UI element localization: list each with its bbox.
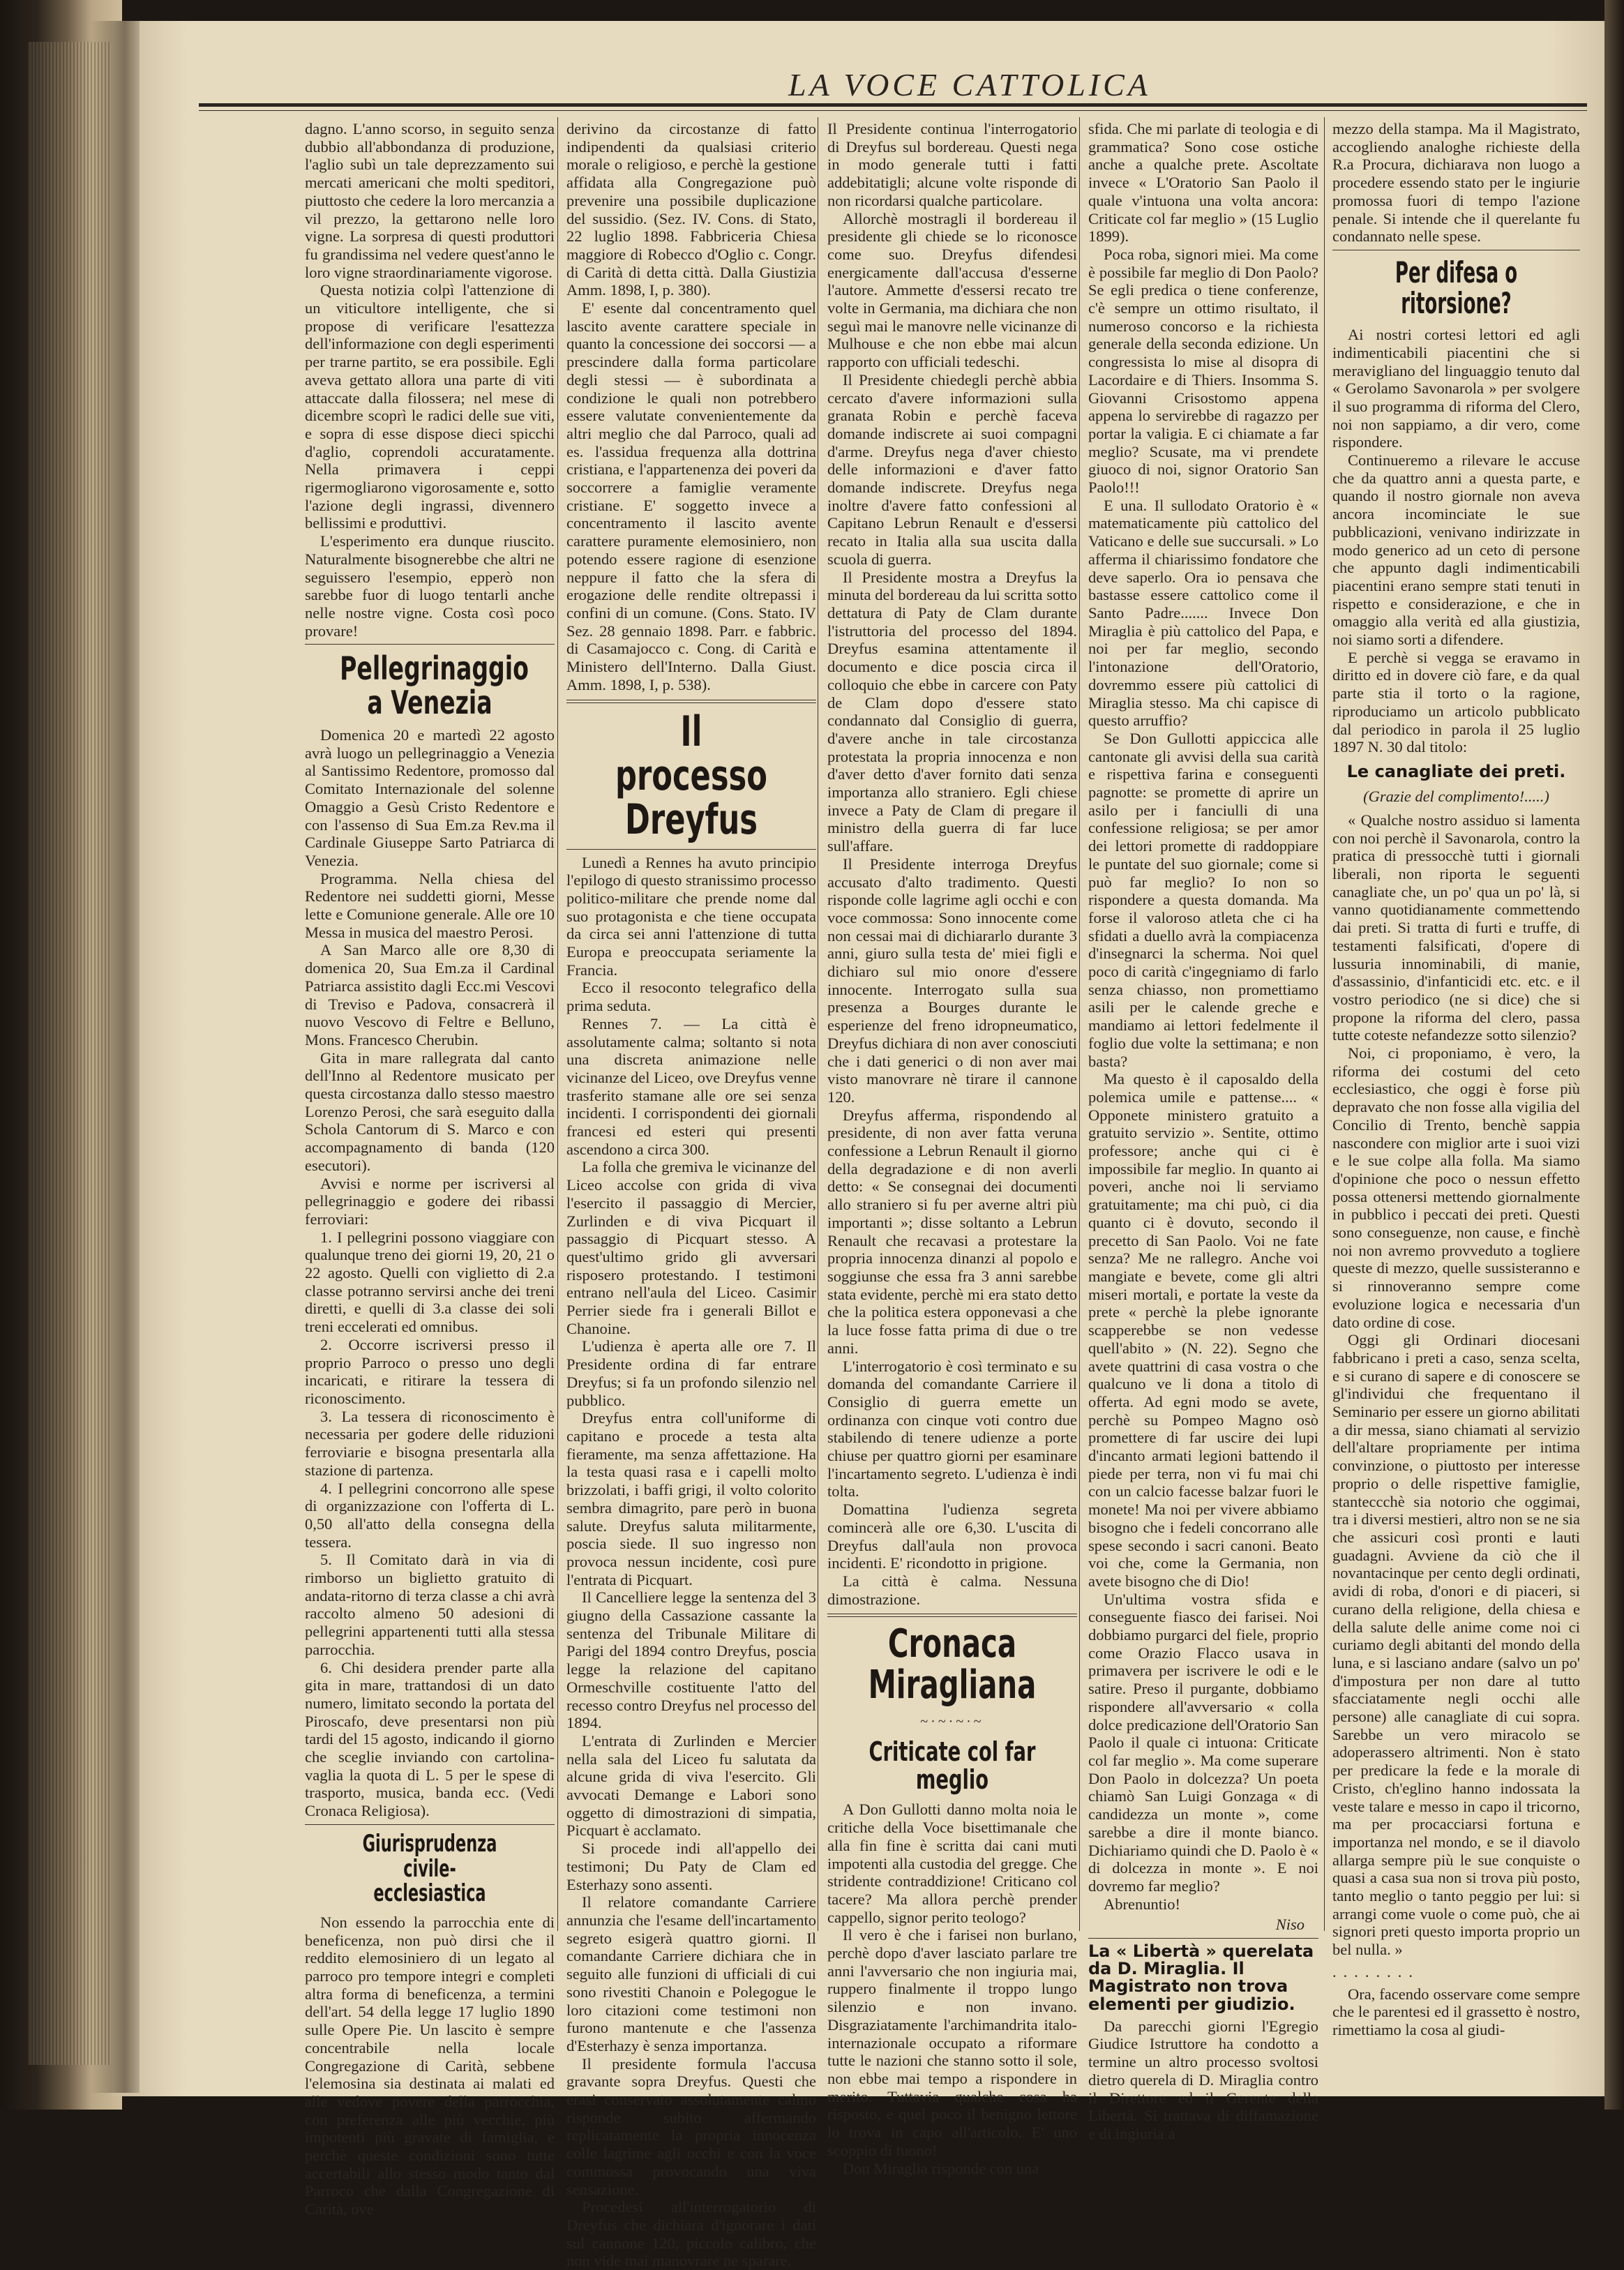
article-paragraph: sfida. Che mi parlate di teologia e di grammatica? Sono cose ostiche anche a qualche prete. Ascoltate invece « L'Oratorio San Paolo il quale v'intuona una volta ancora: Criticate col far meglio » (15 Luglio 1899). [1088, 120, 1318, 246]
column-4 [1088, 120, 1318, 2142]
headline-criticate: Criticate col far meglio [869, 1736, 1036, 1795]
article-paragraph: Non essendo la parrocchia ente di beneficenza, non può dirsi che il reddito elemosiniero di un legato al parroco pro tempore integri e completi altra forma di beneficenza, a termini dell'art. 54 della legge 17 luglio 1890 sulle Opere Pie. Un lascito è sempre concentrabile nella locale Congregazione di Carità, sebbene l'elemosina sia destinata ai malati ed alle vedove povere della parrocchia, con preferenza alle più vecchie, più impotenti più gravate di famiglia, e perchè queste condizioni sono tutte accertabili allo stesso modo tanto dal Parroco che dalla Congregazione di Carità, ove [305, 1913, 555, 2218]
section-rule [566, 849, 816, 850]
article-paragraph: E perchè si vegga se eravamo in diritto ed in dovere ciò fare, e da qual parte stia il torto o la ragione, riproduciamo un articolo pubblicato dal periodico in parola il 25 luglio 1897 N. 30 dal titolo: [1332, 648, 1580, 756]
article-paragraph: Il Presidente mostra a Dreyfus la minuta del bordereau da lui scritta sotto dettatura di Paty de Clam durante l'istruttoria del processo del 1894. Dreyfus esamina attentamente il documento e dice poscia circa il colloquio che ebbe in carcere con Paty de Clam dopo d'essere stato condannato dal Consiglio di guerra, d'avere anche in tale circostanza protestata la propria innocenza e non d'aver detto d'aver fornito dati senza importanza allo straniero. Egli chiese invece a Paty de Clam di pregare il ministro della guerra di far luce sull'affare. [827, 568, 1077, 855]
article-paragraph: Rennes 7. — La città è assolutamente calma; soltanto si nota una discreta animazione nelle vicinanze del Liceo, ove Dreyfus venne trasferito stamane alle ore sei senza incidenti. I corrispondenti dei giornali francesi ed esteri qui presenti ascendono a circa 300. [566, 1014, 816, 1158]
masthead-title: LA VOCE CATTOLICA [788, 67, 1151, 103]
article-paragraph: Ma questo è il caposaldo della polemica umile e pattense.... « Opponete ministero gratuito a gratuito servizio ». Sentite, ottimo professore; anche qui ci è impossibile far meglio. In quanto ai poveri, anche noi li serviamo gratuitamente; ma chi può, ci dia quanto ci è dovuto, secondo il precetto di San Paolo. Voi ne fate senza? Me ne rallegro. Anche voi mangiate e bevete, come gli altri miseri mortali, e portate la veste da prete « perchè la plebe ignorante scapperebbe se non vedesse quell'abito » (N. 22). Segno che avete quattrini di casa vostra o che qualcuno ve li dona a titolo di offerta. Ad egni modo se avete, perchè su Pompeo Magno osò promettere di far uscire dei lupi d'incanto armati legioni battendo il piede per terra, non vi fu mai chi con un calcio facesse balzar fuori le monete! Ma noi per vivere abbiamo bisogno che i fedeli concorrano alle spese secondo i sacri canoni. Beato voi che, come la Germania, non avete bisogno che di Dio! [1088, 1070, 1318, 1590]
article-paragraph: dagno. L'anno scorso, in seguito senza dubbio all'abbondanza di produzione, l'aglio subì un tale deprezzamento sui mercati americani che molti speditori, piuttosto che cedere la loro mercanzia a vil prezzo, la gettarono nelle loro vigne. La sorpresa di questi produttori fu grandissima nel vedere quest'anno le loro vigne straordinariamente vigorose. [305, 120, 555, 281]
headline-giurisprudenza: Giurisprudenza civile-ecclesiastica [362, 1829, 497, 1908]
article-paragraph: Il Presidente continua l'interrogatorio di Dreyfus sul bordereau. Questi nega in modo generale tutti i fatti addebitatigli; alcune volte risponde di non ricordarsi qualche particolare. [827, 120, 1077, 209]
section-rule [305, 1824, 555, 1825]
article-paragraph: L'udienza è aperta alle ore 7. Il Presidente ordina di far entrare Dreyfus; si fa un profondo silenzio nel pubblico. [566, 1337, 816, 1409]
article-paragraph: Continueremo a rilevare le accuse che da quattro anni a questa parte, e quando il nostro giornale non aveva ancora incominciate le sue pubblicazioni, venivano indirizzate in modo generico ad un ceto di persone che appunto dagli indimenticabili piacentini erano sempre stati tenuti in rispetto e considerazione, e che in omaggio alla verità ed alla giustizia, noi siamo sorti a difendere. [1332, 451, 1580, 649]
subtitle-grazie: (Grazie del complimento!.....) [1363, 788, 1549, 806]
article-paragraph: Don Miraglia risponde con una [843, 2159, 1039, 2177]
column-divider [1079, 117, 1080, 1931]
article-paragraph: E' esente dal concentramento quel lascito avente carattere speciale in quanto la concessione dei soccorsi — a prescindere dalla forma particolare degli stessi — è subordinata a condizione le quali non potrebbero essere valutate convenientemente da altri meglio che dal Parroco, quali ad es. l'assidua frequenza alla dottrina cristiana, e l'appartenenza dei poveri da soccorrere a famiglie veramente cristiane. E' soggetto invece a concentramento il lascito avente carattere puramente elemosiniero, non potendo essere ragione di esenzione neppure il fatto che la sfera di erogazione delle rendite oltrepassi i confini di un comune. (Cons. Stato. IV Sez. 28 gennaio 1898. Parr. e fabbric. di Casamajocco c. Cong. di Carità e Ministero dell'Interno. Dalla Giust. Amm. 1898, I, p. 538). [566, 299, 816, 693]
spine-shadow [91, 21, 140, 2093]
headline-pellegrinaggio: Pellegrinaggio a Venezia [340, 649, 529, 721]
article-paragraph: Da parecchi giorni l'Egregio Giudice Istruttore ha condotto a termine un altro processo svoltosi dietro querela di D. Miraglia contro il Direttore ed il Gerente della Libertà. Si trattava di diffamazione e di ingiuria a [1088, 2017, 1318, 2142]
article-paragraph: La città è calma. Nessuna dimostrazione. [827, 1572, 1077, 1608]
headline-processo-dreyfus: Il processo Dreyfus [615, 707, 767, 844]
article-paragraph: Dreyfus afferma, rispondendo al presidente, di non aver fatta veruna confessione a Lebrun Renault il giorno della degradazione e di non averli detto: « Se consegnai dei documenti allo straniero si fu per averne altri più importanti »; disse soltanto a Lebrun Renault che recavasi a protestare la propria innocenza dinanzi al popolo e soggiunse che essa fra 3 anni sarebbe stata evidente, perchè mi era stato detto che la politica estera opponevasi a che la luce fosse fatta prima di due o tre anni. [827, 1106, 1077, 1357]
article-paragraph: Ecco il resoconto telegrafico della prima seduta. [566, 979, 816, 1015]
article-paragraph: Ai nostri cortesi lettori ed agli indimenticabili piacentini che si meravigliano del linguaggio tenuto dal « Gerolamo Savonarola » per svolgere il suo programma di riforma del Clero, noi non sappiamo, a dir vero, come rispondere. [1332, 326, 1580, 451]
article-paragraph: A San Marco alle ore 8,30 di domenica 20, Sua Em.za il Cardinal Patriarca assistito dagli Ecc.mi Vescovi di Treviso e Padova, consacrerà il nuovo Vescovo di Feltre e Belluno, Mons. Francesco Cherubin. [305, 941, 555, 1048]
article-paragraph: Domenica 20 e martedì 22 agosto avrà luogo un pellegrinaggio a Venezia al Santissimo Redentore, promosso dal Comitato Internazionale del solenne Omaggio a Gesù Cristo Redentore e con l'assenso di Sua Em.za Rev.ma il Cardinale Giuseppe Sarto Patriarca di Venezia. [305, 726, 555, 869]
article-paragraph: Poca roba, signori miei. Ma come è possibile far meglio di Don Paolo? Se egli predica o tiene conferenze, c'è sempre un ottimo risultato, il numeroso concorso e la richiesta generale della seconda edizione. Un congressista lo mise al disopra di Lacordaire e di Thiers. Insomma S. Giovanni Crisostomo appena appena lo servirebbe di ragazzo per portar la valigia. E ci chiamate a far meglio? Scusate, ma vi prendete giuoco di noi, signor Oratorio San Paolo!!! [1088, 245, 1318, 497]
column-3 [827, 120, 1077, 2177]
article-paragraph: 2. Occorre iscriversi presso il proprio Parroco o presso uno degli incaricati, e ritirare la tessera di riconoscimento. [305, 1335, 555, 1407]
headline-per-difesa: Per difesa o ritorsione? [1394, 255, 1518, 321]
article-paragraph: derivino da circostanze di fatto indipendenti da qualsiasi criterio morale o religioso, e perchè la gestione affidata alla Congregazione può prevenire una possibile duplicazione del sussidio. (Sez. IV. Cons. di Stato, 22 luglio 1898. Fabbriceria Chiesa maggiore di Robecco d'Oglio c. Congr. di Carità di detta città. Dalla Giustizia Amm. 1898, I, p. 380). [566, 120, 816, 299]
right-margin-dark [1604, 0, 1624, 2110]
article-paragraph: 1. I pellegrini possono viaggiare con qualunque treno dei giorni 19, 20, 21 o 22 agosto. Quelli con viglietto di 2.a classe potranno servirsi anche dei treni diretti, e quelli di 3.a classe dei soli treni eccelerati ed omnibus. [305, 1228, 555, 1336]
article-paragraph: Oggi gli Ordinari diocesani fabbricano i preti a caso, senza scelta, e si curano di sapere e di conoscere se gl'individui che frequentano il Seminario per essere un giorno abilitati a dir messa, siano chiamati al servizio dell'altare propriamente per intima convinzione, o piuttosto per interesse proprio o delle rispettive famiglie, stanteccchè sia notorio che oggimai, tra i diversi mestieri, altro non se ne sia che assicuri così pronti e lauti guadagni. Avviene da ciò che il novantacinque per cento degli ordinati, avidi di roba, d'onori e di piaceri, si curano della religione, della chiesa e della salute delle anime come noi ci curiamo degli abitanti del mondo della luna, e si lasciano andare (salvo un po' d'impostura per non dare al tutto sfacciatamente negli occhi alle persone) alle canagliate di cui sopra. Sarebbe un vero miracolo se adoperassero altrimenti. Non è stato per predicare la fede e la morale di Cristo, ch'eglino hanno indossata la veste talare e messo in capo il tricorno, ma per procacciarsi fortuna e importanza nel mondo, e se il diavolo allarga sempre più le sue conquiste o quasi a casa sua non si trova più posto, tanto meglio o tanto peggio per lui: si arrangi come vuole o come può, che ai signori preti questo importa proprio un bel nulla. » [1332, 1331, 1580, 1959]
column-divider [1324, 117, 1325, 1931]
article-paragraph: 5. Il Comitato darà in via di rimborso un biglietto gratuito di andata-ritorno di terza classe a chi avrà raccolto almeno 50 adesioni di pellegrini appartenenti tutti alla stessa parrocchia. [305, 1551, 555, 1658]
article-paragraph: mezzo della stampa. Ma il Magistrato, accogliendo analoghe richieste della R.a Procura, dichiarava non luogo a procedere essendo stato per le ingiurie promossa fuori di tempo l'azione penale. Si intende che il querelante fu condannato nelle spese. [1332, 120, 1580, 246]
article-paragraph: L'esperimento era dunque riuscito. Naturalmente bisognerebbe che altri ne seguissero l'esempio, epperò non sarebbe fuor di luogo tentarli anche nelle nostre vigne. Costa così poco provare! [305, 532, 555, 640]
article-paragraph: Si procede indi all'appello dei testimoni; Du Paty de Clam ed Esterhazy sono assenti. [566, 1840, 816, 1893]
column-divider [557, 117, 558, 1931]
signature-niso: Niso [1275, 1916, 1305, 1934]
article-paragraph: Il Presidente interroga Dreyfus accusato d'alto tradimento. Questi risponde colle lagrime agli occhi e con voce commossa: Sono innocente come non cessai mai di dichiararlo durante 3 anni, giuro sulla testa de' miei figli e dichiaro sul mio onore d'essere innocente. Interrogato sulla sua presenza a Bourges durante le esperienze del freno idropneumatico, Dreyfus dichiara di non aver conosciuti che i dati generici o di non aver mai visto manovrare nè tirare il cannone 120. [827, 855, 1077, 1106]
article-paragraph: « Qualche nostro assiduo si lamenta con noi perchè il Savonarola, contro la pratica di pressocchè tutti i giornali liberali, non riporta le seguenti canagliate che, un po' qua un po' là, si vanno quotidianamente commettendo dai preti. Si tratta di furti e truffe, di testamenti falsificati, d'opere di lussuria innominabili, di manie, d'assassinio, d'infanticidi etc. etc. e il vostro periodico (ne si dice) che si propone la riforma del clero, passa tutte coteste nefandezze sotto silenzio? [1332, 811, 1580, 1044]
headline-liberta-querelata: La « Libertà » querelata da D. Miraglia. Il Magistrato non trova elementi per giudizio. [1088, 1941, 1314, 2014]
column-5 [1332, 120, 1580, 2038]
ornament-divider: ~·~·~·~ [920, 1713, 984, 1729]
section-rule-double [566, 700, 816, 703]
column-1 [305, 120, 555, 2218]
article-paragraph: Il Cancelliere legge la sentenza del 3 giugno della Cassazione cassante la sentenza del Tribunale Militare di Parigi del 1894 contro Dreyfus, poscia legge la relazione del capitano Ormeschville costituente l'atto del recesso contro Dreyfus nel processo del 1894. [566, 1588, 817, 1732]
article-paragraph: Ora, facendo osservare come sempre che le parentesi ed il grassetto è nostro, rimettiamo la cosa al giudi- [1332, 1985, 1580, 2038]
article-paragraph: Il vero è che i farisei non burlano, perchè dopo d'aver lasciato parlare tre anni l'avversario che non ingiuria mai, ruppero finalmente il troppo lungo silenzio e non invano. Disgraziatamente l'archimandrita italo-internazionale occupato a riformare tutte le nazioni che stanno sotto il sole, non ebbe mai tempo a rispondere in merito. Tuttavia qualche cosa ha risposto, e quel poco il benigno lettore lo trova in capo all'articolo. E' uno scoppio di tuono! [827, 1926, 1077, 2159]
section-rule-double [827, 1614, 1077, 1617]
article-paragraph: Programma. Nella chiesa del Redentore nei suddetti giorni, Messe lette e Comunione generale. Alle ore 10 Messa in musica del maestro Perosi. [305, 869, 555, 941]
header-rule [199, 103, 1587, 107]
article-paragraph: 3. La tessera di riconoscimento è necessaria per godere delle riduzioni ferroviarie e bisogna presentarla alla stazione di partenza. [305, 1407, 555, 1479]
section-rule [1088, 1938, 1318, 1939]
article-paragraph: Noi, ci proponiamo, è vero, la riforma dei costumi del ceto ecclesiastico, che oggi è forse più depravato che non fosse alla vigilia del Concilio di Trento, benchè sappia nascondere con miglior arte i suoi vizi e le sue colpe alla folla. Ma siamo d'opinione che poco o nessun effetto possa ottenersi mettendo giornalmente in pubblico i peccati dei preti. Questi sono conseguenze, non cause, e finchè noi non avremo provveduto a togliere queste di mezzo, quelle sussisteranno e si rinnoveranno sempre come evoluzione logica e necessaria d'un dato ordine di cose. [1332, 1044, 1580, 1331]
column-2 [566, 120, 817, 2270]
headline-cronaca-miragliana: Cronaca Miragliana [868, 1621, 1037, 1708]
article-paragraph: Se Don Gullotti appiccica alle cantonate gli avvisi della sua carità e rispettiva farina e conseguenti pagnotte: se promette di aprire un asilo per i fanciulli di una confessione religiosa; se per amor dei lettori promette di raddoppiare le puntate del suo giornale; come si può far meglio? Io non so rispondere a questa domanda. Ma forse il valoroso atleta che ci ha sfidati a duello avrà la compiacenza d'insegnarci la scherma. Noi quel poco di carità c'ingegniamo di farlo senza chiasso, non promettiamo asili per le calende greche e mandiamo ai lettori fedelmente il foglio due volte la settimana; e non basta? [1088, 729, 1318, 1070]
article-paragraph: A Don Gullotti danno molta noia le critiche della Voce bisettimanale che alla fin fine è scritta dai cani muti impotenti alla custodia del gregge. Che stridente contraddizione! Criticano col tacere? Ma allora perchè prender cappello, signor perito teologo? [827, 1801, 1077, 1926]
article-paragraph: Il presidente formula l'accusa gravante sopra Dreyfus. Questi che erasi conservato assolutamente calmo risponde subito affermando replicatamente la propria innocenza colle lagrime agli occhi e con la voce commossa provocando una viva sensazione. [566, 2054, 816, 2198]
article-paragraph: 4. I pellegrini concorrono alle spese di organizzazione con l'offerta di L. 0,50 all'atto della consegna della tessera. [305, 1479, 555, 1551]
article-paragraph: Un'ultima vostra sfida e conseguente fiasco dei farisei. Noi dobbiamo purgarci del fiele, proprio come Orazio Flacco usava in primavera per iscrivere le odi e le satire. Preso il purgante, dobbiamo rispondere all'avversario « colla dolce predicazione dell'Oratorio San Paolo il quale ci intuona: Criticate col far meglio ». Ma come superare Don Paolo in dolcezza? Un poeta chiamò San Luigi Gonzaga « di candidezza un monte », come sarebbe a dire il monte bianco. Dichiariamo quindi che D. Paolo è « di dolcezza in monte ». E noi dovremo far meglio? [1088, 1590, 1318, 1895]
article-paragraph: Lunedì a Rennes ha avuto principio l'epilogo di questo stranissimo processo politico-militare che prende nome dal suo protagonista e che tiene occupata da circa sei anni l'attenzione di tutta Europa e preoccupata seriamente la Francia. [566, 853, 816, 979]
article-paragraph: L'entrata di Zurlinden e Mercier nella sala del Liceo fu salutata da alcune grida di viva l'esercito. Gli avvocati Demange e Labori sono oggetto di dimostrazioni di simpatia, Picquart è acclamato. [566, 1731, 816, 1840]
article-paragraph: Dreyfus entra coll'uniforme di capitano e procede a testa alta fieramente, ma senza affettazione. Ha la testa quasi rasa e i capelli molto brizzolati, i baffi grigi, il volto colorito sembra dimagrito, pare però in buona salute. Dreyfus saluta militarmente, poscia siede. Il suo ingresso non provoca nessun incidente, così pure l'entrata di Picquart. [566, 1409, 816, 1588]
article-paragraph: Gita in mare rallegrata dal canto dell'Inno al Redentore musicato per questa circostanza dallo stesso maestro Lorenzo Perosi, che sarà eseguito dalla Schola Cantorum di S. Marco e con accompagnamento di banda (120 esecutori). [305, 1048, 555, 1174]
header-rule-thin [199, 110, 1587, 111]
article-paragraph: Avvisi e norme per iscriversi al pellegrinaggio e godere dei ribassi ferroviari: [305, 1174, 555, 1228]
article-paragraph: Allorchè mostragli il bordereau il presidente gli chiede se lo riconosce come suo. Dreyfus difendesi energicamente dall'accusa d'esserne l'autore. Ammette d'essersi recato tre volte in Germania, ma dichiara che non seguì mai le manovre nelle vicinanze di Mulhouse e che non ebbe mai alcun rapporto con ufficiali tedeschi. [827, 209, 1077, 371]
article-paragraph: Questa notizia colpì l'attenzione di un viticultore intelligente, che si propose di verificare l'esattezza dell'informazione con degli esperimenti per trarne partito, se era possibile. Egli aveva gettato allora una parte di viti attaccate dalla filossera; nel mese di dicembre scoprì le radici delle sue viti, e sopra di esse dispose dieci spicchi d'aglio, coprendoli accuratamente. Nella primavera i ceppi rigermogliarono vigorosamente e, sotto l'azione degli ingrassi, divennero bellissimi e produttivi. [305, 281, 555, 532]
article-paragraph: Domattina l'udienza segreta comincerà alle ore 6,30. L'uscita di Dreyfus dall'aula non provoca incidenti. E' ricondotto in prigione. [827, 1501, 1077, 1572]
article-paragraph: Procedesi all'interrogatorio di Dreyfus che dichiara d'ignorare i dati sul cannone 120, piccolo calibro, che non vide mai manovrare ne sparare. [566, 2198, 816, 2270]
article-paragraph: Il Presidente chiedegli perchè abbia cercato d'avere informazioni sulla granata Robin e perchè faceva domande indiscrete ai suoi compagni d'arme. Dreyfus nega d'aver chiesto delle informazioni e d'aver fatto domande indiscrete. Dreyfus nega inoltre d'avere fatto confessioni al Capitano Lebrun Renault e d'essersi recato in Italia alla sua uscita dalla scuola di guerra. [827, 370, 1077, 568]
article-paragraph: Il relatore comandante Carriere annunzia che l'esame dell'incartamento segreto esigerà quattro giorni. Il comandante Carriere dichiara che in seguito alle funzioni di ufficiali di cui sono rivestiti Chanoin e Polegogue le loro citazioni come testimoni non furono mantenute e che l'assenza d'Esterhazy è senza importanza. [566, 1893, 816, 2054]
article-paragraph: E una. Il sullodato Oratorio è « matematicamente più cattolico del Vaticano e delle sue succursali. » Lo afferma il chiarissimo fondatore che deve saperlo. Ora io pensava che bastasse essere cattolico come il Santo Padre....... Invece Don Miraglia è più cattolico del Papa, e noi per far meglio, secondo l'intonazione dell'Oratorio, dovremmo essere più cattolici di Miraglia stesso. Ma chi capisce di questo arruffio? [1088, 496, 1318, 730]
headline-canagliate: Le canagliate dei preti. [1346, 761, 1566, 781]
article-paragraph: 6. Chi desidera prender parte alla gita in mare, trattandosi di un dato numero, limitato secondo la portata del Piroscafo, deve presentarsi non più tardi del 15 agosto, indicando il giorno che sceglie inviando con cartolina-vaglia la quota di L. 5 per le spese di trasporto, musica, banda ecc. (Vedi Cronaca Religiosa). [305, 1658, 555, 1820]
article-paragraph: L'interrogatorio è così terminato e su domanda del comandante Carriere il Consiglio di guerra emette un ordinanza con cinque voti contro due stabilendo di tenere udienze a porte chiuse per quattro giorni per esaminare l'incartamento segreto. L'udienza è indi tolta. [827, 1357, 1077, 1501]
article-paragraph: La folla che gremiva le vicinanze del Liceo accolse con grida di viva l'esercito il passaggio di Mercier, Zurlinden e di viva Picquart il passaggio di Picquart stesso. A quest'ultimo grido gli avversari risposero protestando. I testimoni entrano nell'aula del Liceo. Casimir Perrier siede fra i generali Billot e Chanoine. [566, 1158, 816, 1337]
section-rule [305, 644, 555, 645]
article-paragraph: Abrenuntio! [1104, 1895, 1180, 1913]
ellipsis-row: ........ [1332, 1962, 1420, 1980]
